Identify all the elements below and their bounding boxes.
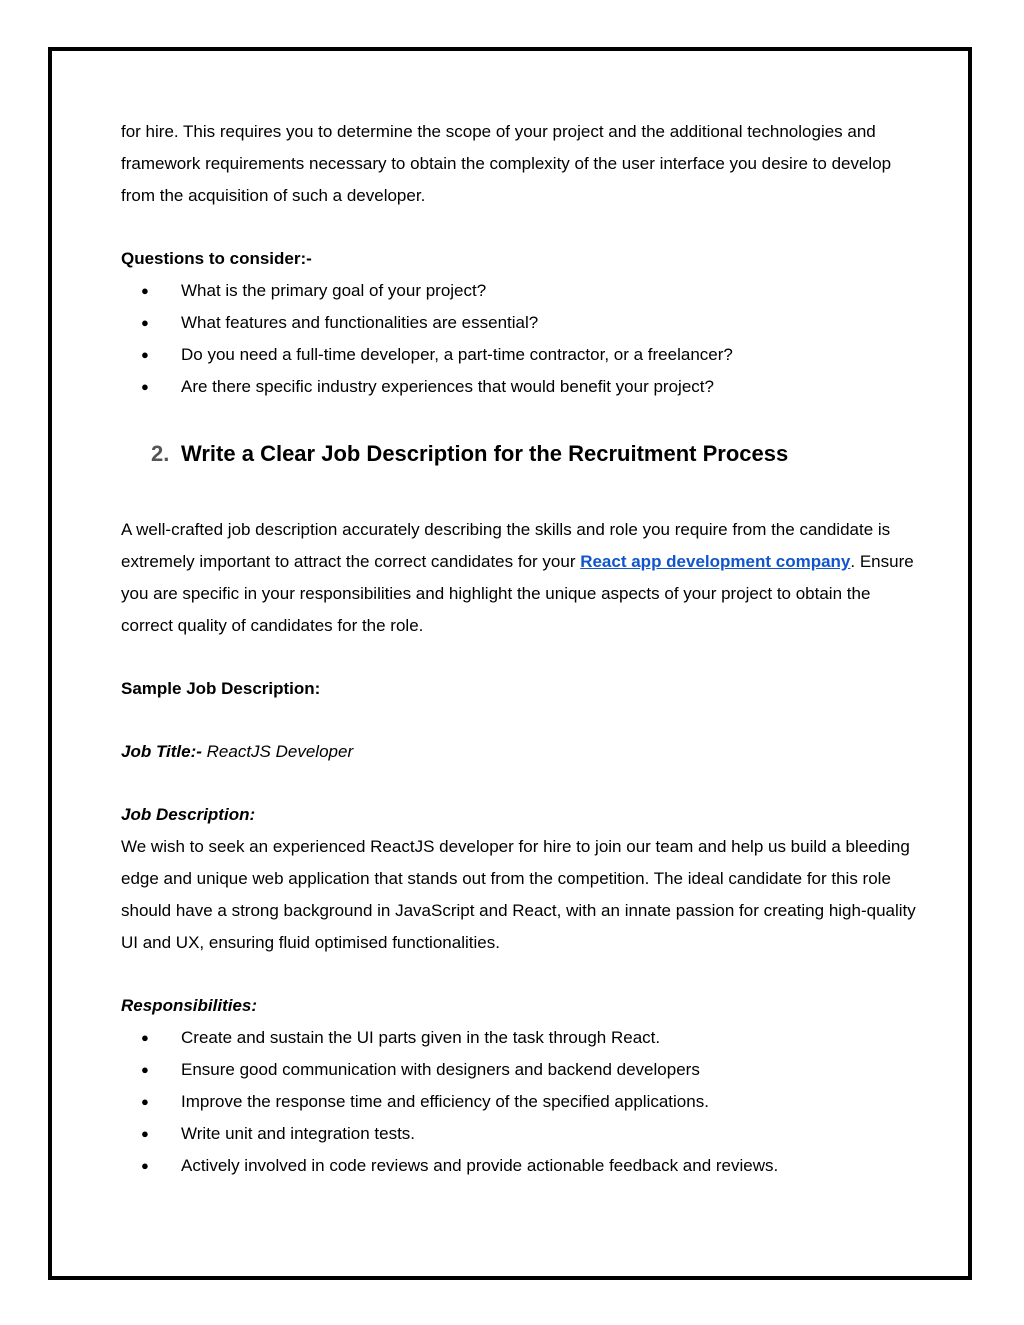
- job-title-value: ReactJS Developer: [201, 742, 354, 761]
- job-description-text: We wish to seek an experienced ReactJS developer for hire to join our team and help us build a bleeding edge and unique web application that stands out from the competition. The ideal candidate for this role should have a strong background in JavaScript and React, with an innate passion for creating high-quality UI and UX, ensuring fluid optimised functionalities.: [121, 837, 916, 952]
- list-item: ● What features and functionalities are essential?: [121, 307, 921, 339]
- list-item: ● Are there specific industry experiences that would benefit your project?: [121, 371, 921, 403]
- section-title: Write a Clear Job Description for the Recruitment Process: [181, 441, 789, 466]
- job-description-label: Job Description:: [121, 805, 256, 824]
- bullet-icon: ●: [141, 347, 149, 362]
- list-item: ● Do you need a full-time developer, a part-time contractor, or a freelancer?: [121, 339, 921, 371]
- questions-heading: Questions to consider:-: [121, 249, 312, 268]
- responsibilities-label: Responsibilities:: [121, 996, 258, 1015]
- list-item: ● Ensure good communication with designers and backend developers: [121, 1054, 921, 1086]
- list-item: ● Create and sustain the UI parts given in the task through React.: [121, 1022, 921, 1054]
- list-item: ● Actively involved in code reviews and provide actionable feedback and reviews.: [121, 1150, 921, 1182]
- bullet-icon: ●: [141, 1030, 149, 1045]
- bullet-icon: ●: [141, 1094, 149, 1109]
- sample-heading: Sample Job Description:: [121, 679, 321, 698]
- bullet-icon: ●: [141, 1158, 149, 1173]
- job-description-intro-paragraph: A well-crafted job description accurately describing the skills and role you require from the candidate is extremely important to attract the correct candidates for your React app development company. Ensure you are specific in your responsibilities and highlight the unique aspects of your project to obtain the correct quality of candidates for the role.: [121, 520, 914, 635]
- list-item: ● Write unit and integration tests.: [121, 1118, 921, 1150]
- section-number: 2.: [151, 441, 170, 466]
- bullet-icon: ●: [141, 283, 149, 298]
- job-title-line: [121, 736, 921, 768]
- list-item: ● What is the primary goal of your project?: [121, 275, 921, 307]
- list-item: ● Improve the response time and efficiency of the specified applications.: [121, 1086, 921, 1118]
- bullet-icon: ●: [141, 1062, 149, 1077]
- responsibilities-list: [121, 1022, 921, 1182]
- document-body: [121, 116, 921, 1182]
- job-title-label: Job Title:-: [121, 742, 202, 761]
- intro-paragraph: for hire. This requires you to determine the scope of your project and the additional technologies and framework requirements necessary to obtain the complexity of the user interface you desire to develop from the acquisition of such a developer.: [121, 122, 892, 205]
- questions-list: [121, 275, 921, 403]
- bullet-icon: ●: [141, 315, 149, 330]
- react-app-development-company-link[interactable]: React app development company: [580, 552, 851, 571]
- bullet-icon: ●: [141, 1126, 149, 1141]
- bullet-icon: ●: [141, 379, 149, 394]
- section-heading: [121, 438, 921, 470]
